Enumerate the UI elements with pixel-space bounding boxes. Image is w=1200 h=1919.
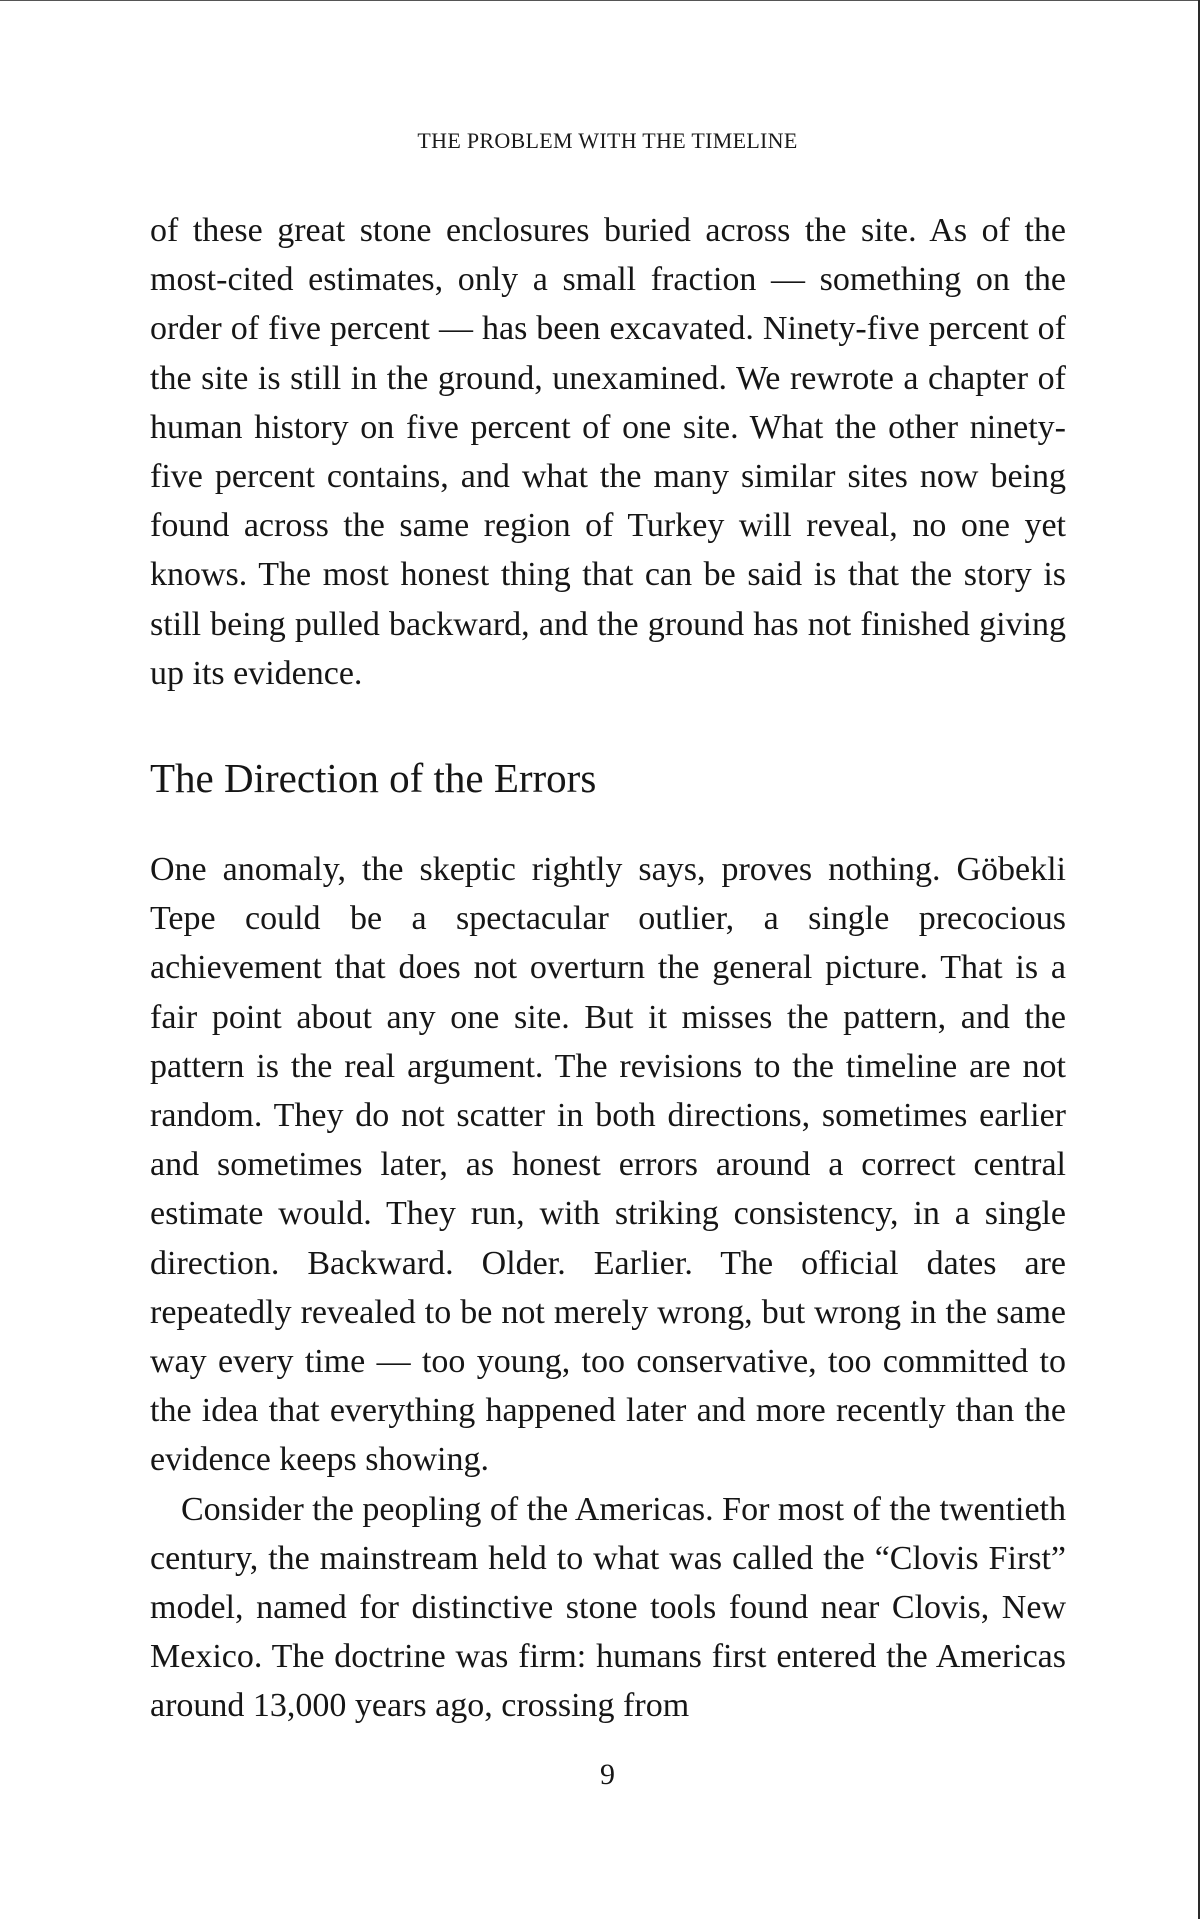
section-heading: The Direction of the Errors [150,755,597,801]
paragraph-continued: of these great stone enclosures buried across the site. As of the most-cited estimates, only a small fraction — something on the order of five percent — has been excavated. Ninety-five percent of the site is still in the ground, unexamined. We rewrote a chapter of human history on five percent of one site. What the other ninety-five percent contains, and what the many similar sites now being found across the same region of Turkey will reveal, no one yet knows. The most honest thing that can be said is that the story is still being pulled backward, and the ground has not finished giving up its evidence. [150,212,1066,692]
running-head: THE PROBLEM WITH THE TIMELINE [417,128,798,153]
body-text-section [150,845,1066,1731]
paragraph-2: Consider the peopling of the Americas. For most of the twentieth century, the mainstream held to what was called the “Clovis First” model, named for distinctive stone tools found near Clovis, New Mexico. The doctrine was firm: humans first entered the Americas around 13,000 years ago, crossing from [150,1490,1066,1725]
paragraph-1: One anomaly, the skeptic rightly says, proves nothing. Göbekli Tepe could be a spectacular outlier, a single precocious achievement that does not overturn the general picture. That is a fair point about any one site. But it misses the pattern, and the pattern is the real argument. The revisions to the timeline are not random. They do not scatter in both directions, sometimes earlier and sometimes later, as honest errors around a correct central estimate would. They run, with striking consistency, in a single direction. Backward. Older. Earlier. The official dates are repeatedly revealed to be not merely wrong, but wrong in the same way every time — too young, too conservative, too committed to the idea that everything happened later and more recently than the evidence keeps showing. [150,851,1066,1479]
page-top-edge [0,0,1200,1]
page-number: 9 [600,1758,615,1791]
body-text-top [150,206,1066,698]
